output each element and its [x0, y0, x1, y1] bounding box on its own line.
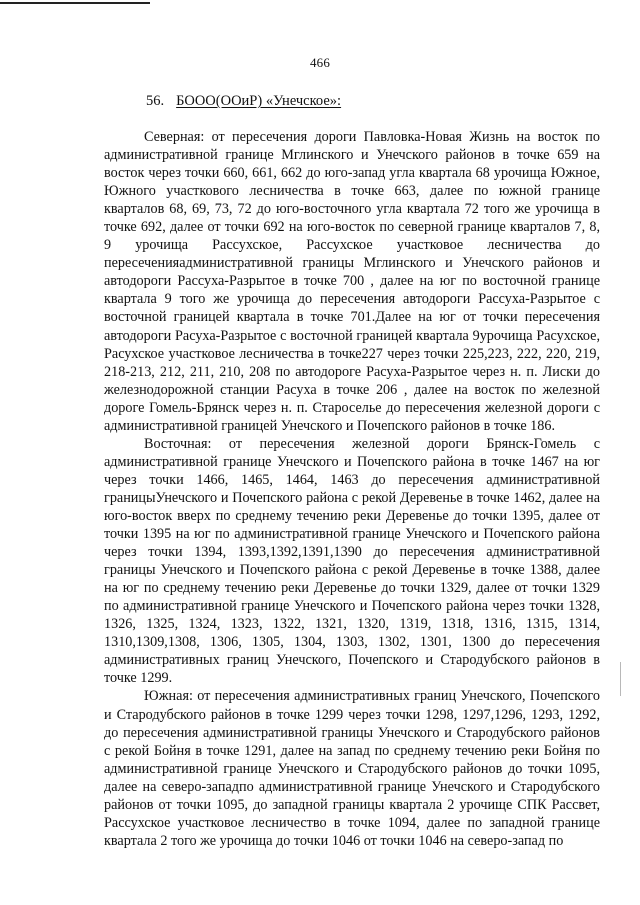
section-title: БООО(ООиР) «Унечское»:	[176, 93, 342, 109]
margin-scan-mark	[620, 662, 621, 696]
paragraph-east: Восточная: от пересечения железной дороги Брянск-Гомель с административной границе Унечского и Почепского района в точке 1467 на юг через точки 1466, 1465, 1464, 1463 до пересечения административной границыУнечского и Почепского района с рекой Деревенье в точке 1462, далее на юго-восток вверх по среднему течению реки Деревенье до точки 1395, далее от точки 1395 на юг по административной границе Унечского и Почепского района через точки 1394, 1393,1392,1391,1390 до пересечения административной границы Унечского и Почепского района с рекой Деревенье в точке 1388, далее на юг по среднему течению реки Деревенье до точки 1329, далее от точки 1329 по административной границе Унечского и Почепского района через точки 1328, 1326, 1325, 1324, 1323, 1322, 1321, 1320, 1319, 1318, 1316, 1315, 1314, 1310,1309,1308, 1306, 1305, 1304, 1303, 1302, 1301, 1300 до пересечения административных границ Унечского, Почепского и Стародубского районов в точке 1299.	[104, 435, 600, 687]
top-rule	[0, 2, 150, 4]
page-number: 466	[309, 55, 331, 70]
section-number: 56.	[146, 93, 165, 109]
document-body	[104, 128, 600, 850]
paragraph-south: Южная: от пересечения административных границ Унечского, Почепского и Стародубского районов в точке 1299 через точки 1298, 1297,1296, 1293, 1292, до пересечения административной границы Унечского и Стародубского районов с рекой Бойня в точке 1291, далее на запад по среднему течению реки Бойня по административной границе Унечского и Стародубского районов до точки 1095, далее на северо-западпо административной границе Унечского и Стародубского районов от точки 1095, до западной границы квартала 2 урочище СПК Рассвет, Рассухское участковое лесничество в точке 1094, далее по западной границе квартала 2 того же урочища до точки 1046 от точки 1046 на северо-запад по	[104, 688, 600, 849]
section-heading	[146, 93, 341, 110]
paragraph-north: Северная: от пересечения дороги Павловка-Новая Жизнь на восток по административной границе Мглинского и Унечского районов в точке 659 на восток через точки 660, 661, 662 до юго-запад угла квартала 68 урочища Южное, Южного участкового лесничества в точке 663, далее по южной границе кварталов 68, 69, 73, 72 до юго-восточного угла квартала 72 того же урочища в точке 692, далее от точки 692 на юго-восток по северной границе кварталов 7, 8, 9 урочища Рассухское, Рассухское участковое лесничества до пересеченияадминистративной границы Мглинского и Унечского районов и автодороги Рассуха-Разрытое в точке 700 , далее на юг по восточной границе квартала 9 того же урочища до пересечения автодороги Рассуха-Разрытое с восточной границей квартала в точке 701.Далее на юг от точки пересечения автодороги Расуха-Разрытое с восточной границей квартала 9урочища Расухское, Расухское участковое лесничества в точке227 через точки 225,223, 222, 220, 219, 218-213, 212, 211, 210, 208 по автодороге Расуха-Разрытое через н. п. Лиски до железнодорожной станции Расуха в точке 206 , далее на восток по железной дороге Гомель-Брянск через н. п. Староселье до пересечения железной дороги с административной границей Унечского и Почепского районов в точке 186.	[104, 129, 600, 434]
